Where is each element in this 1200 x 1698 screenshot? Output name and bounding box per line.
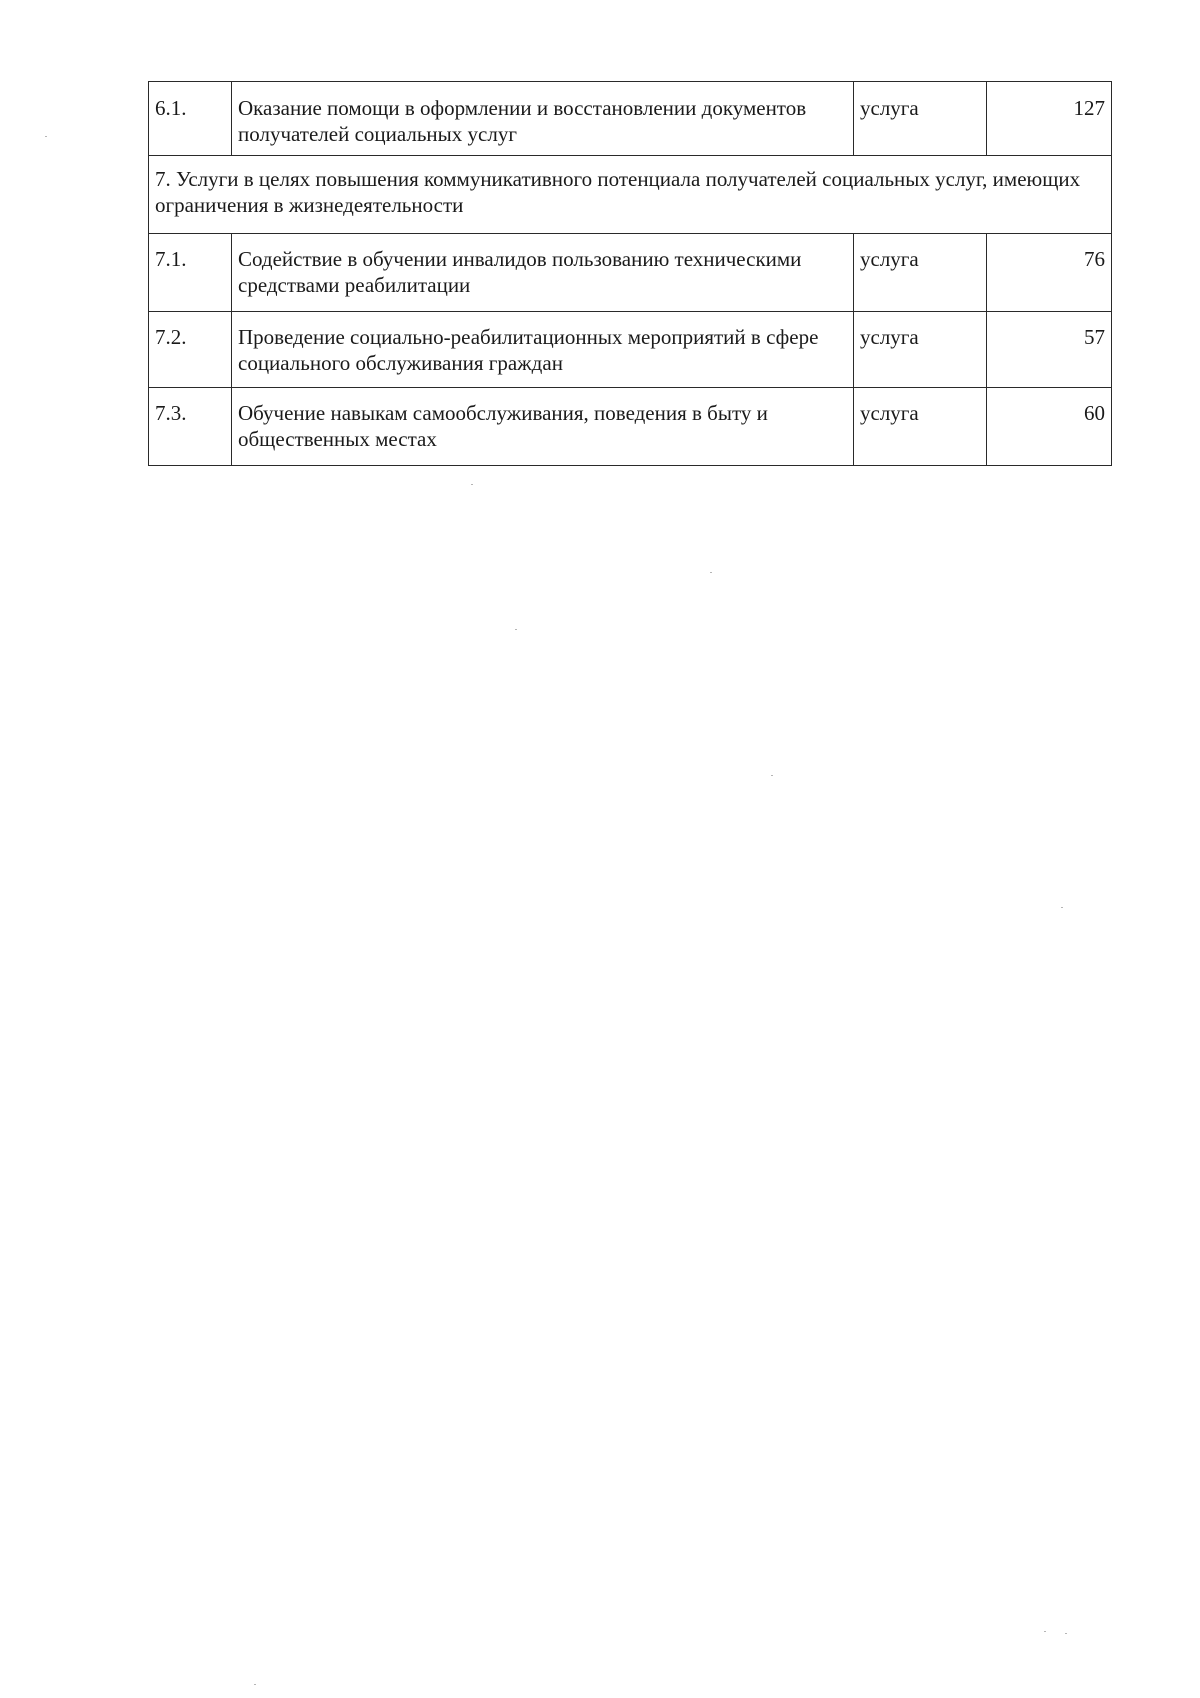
- scan-speck: [771, 775, 773, 776]
- scan-speck: [1065, 1633, 1067, 1634]
- unit-of-measure: услуга: [854, 388, 987, 466]
- unit-of-measure: услуга: [854, 234, 987, 312]
- section-header-row: [149, 156, 1112, 234]
- services-table: [148, 81, 1112, 466]
- row-number: 7.1.: [149, 234, 232, 312]
- row-number: 7.3.: [149, 388, 232, 466]
- table-row: [149, 234, 1112, 312]
- service-quantity: 76: [987, 234, 1112, 312]
- service-quantity: 57: [987, 312, 1112, 388]
- service-quantity: 127: [987, 82, 1112, 156]
- row-number: 7.2.: [149, 312, 232, 388]
- scan-speck: [471, 484, 473, 485]
- scan-speck: [1061, 907, 1063, 908]
- scan-speck: [1044, 1631, 1046, 1632]
- table-row: [149, 312, 1112, 388]
- service-name: Проведение социально-реабилитационных мероприятий в сфере социального обслуживания граждан: [232, 312, 854, 388]
- service-name: Обучение навыкам самообслуживания, поведения в быту и общественных местах: [232, 388, 854, 466]
- service-name: Содействие в обучении инвалидов пользованию техническими средствами реабилитации: [232, 234, 854, 312]
- section-title: 7. Услуги в целях повышения коммуникативного потенциала получателей социальных услуг, имеющих ограничения в жизнедеятельности: [149, 156, 1112, 234]
- service-quantity: 60: [987, 388, 1112, 466]
- table-row: [149, 82, 1112, 156]
- unit-of-measure: услуга: [854, 312, 987, 388]
- scan-speck: [515, 629, 517, 630]
- scan-speck: [710, 572, 712, 573]
- scan-speck: [254, 1684, 256, 1685]
- row-number: 6.1.: [149, 82, 232, 156]
- unit-of-measure: услуга: [854, 82, 987, 156]
- scan-speck: [45, 136, 47, 137]
- table-row: [149, 388, 1112, 466]
- service-name: Оказание помощи в оформлении и восстановлении документов получателей социальных услуг: [232, 82, 854, 156]
